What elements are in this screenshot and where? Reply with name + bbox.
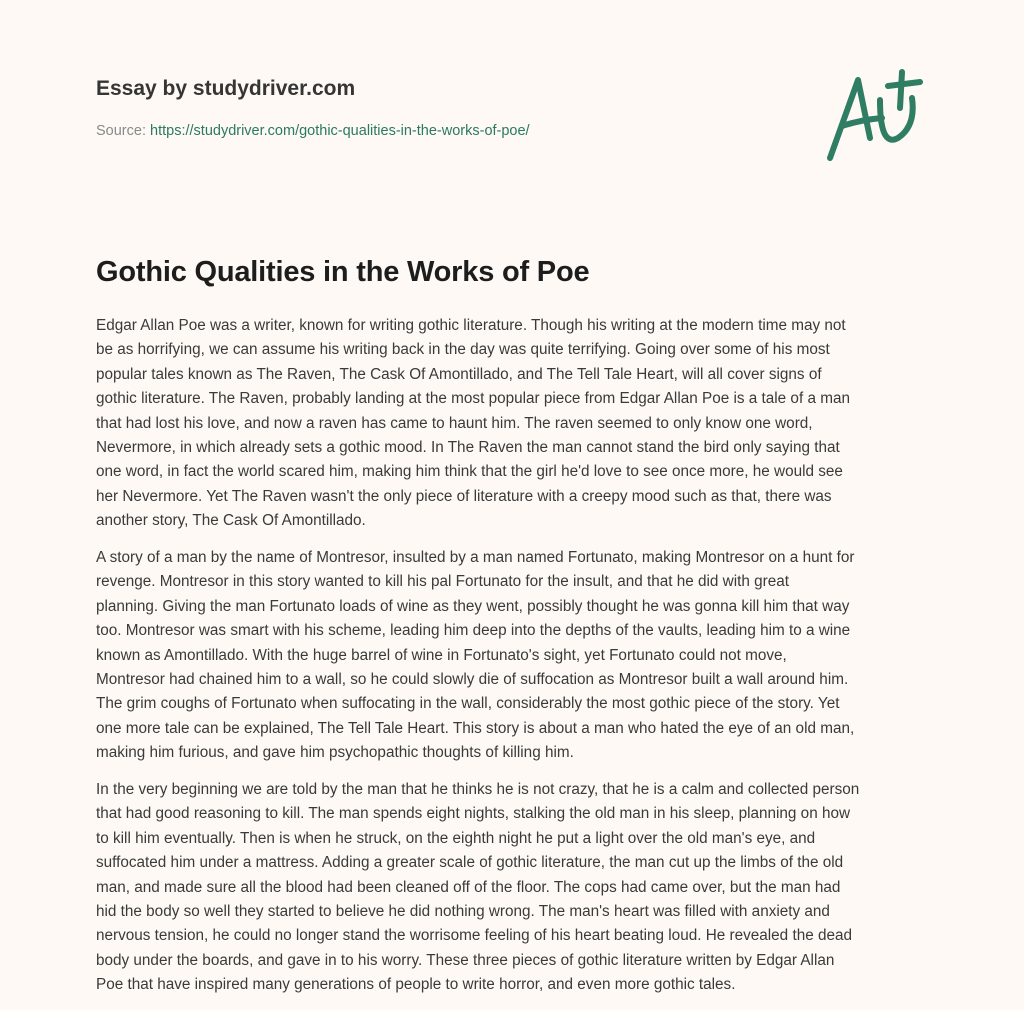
paragraph-line: planning. Giving the man Fortunato loads of wine as they went, possibly thought he was gonna kill him that way [96,597,850,615]
essay-paragraph [96,778,936,998]
paragraph-line: gothic literature. The Raven, probably landing at the most popular piece from Edgar Allan Poe is a tale of a man [96,390,850,408]
source-label: Source: [96,123,146,139]
paragraph-line: Nevermore, in which already sets a gothic mood. In The Raven the man cannot stand the bird only saying that [96,438,840,456]
paragraph-line: one more tale can be explained, The Tell Tale Heart. This story is about a man who hated the eye of an old man, [96,719,855,737]
paragraph-line: revenge. Montresor in this story wanted to kill his pal Fortunato for the insult, and that he did with great [96,573,789,591]
paragraph-line: Poe that have inspired many generations of people to write horror, and even more gothic tales. [96,976,736,994]
paragraph-line: nervous tension, he could no longer stand the worrisome feeling of his heart beating loud. He revealed the dead [96,927,852,945]
essay-title: Gothic Qualities in the Works of Poe [96,256,590,288]
a-plus-logo-icon [820,68,930,168]
source-line [96,123,530,139]
essay-paragraph [96,546,936,766]
essay-body [96,314,936,1010]
source-link[interactable]: https://studydriver.com/gothic-qualities-in-the-works-of-poe/ [150,123,530,139]
paragraph-line: that had lost his love, and now a raven has came to haunt him. The raven seemed to only know one word, [96,414,813,432]
paragraph-line: hid the body so well they started to believe he did nothing wrong. The man's heart was filled with anxiety and [96,902,830,920]
paragraph-line: her Nevermore. Yet The Raven wasn't the only piece of literature with a creepy mood such as that, there was [96,487,832,505]
paragraph-line: be as horrifying, we can assume his writing back in the day was quite terrifying. Going over some of his most [96,341,830,359]
paragraph-line: one word, in fact the world scared him, making him think that the girl he'd love to see once more, he would see [96,463,843,481]
paragraph-line: In the very beginning we are told by the man that he thinks he is not crazy, that he is a calm and collected person [96,781,860,799]
essay-paragraph [96,314,936,534]
paragraph-line: man, and made sure all the blood had been cleaned off of the floor. The cops had came over, but the man had [96,878,841,896]
paragraph-line: making him furious, and gave him psychopathic thoughts of killing him. [96,744,574,762]
paragraph-line: Montresor had chained him to a wall, so he could slowly die of suffocation as Montresor built a wall around him. [96,670,849,688]
paragraph-line: Edgar Allan Poe was a writer, known for writing gothic literature. Though his writing at the modern time may not [96,317,846,334]
paragraph-line: another story, The Cask Of Amontillado. [96,512,366,530]
paragraph-line: to kill him eventually. Then is when he struck, on the eighth night he put a light over the old man's eye, and [96,829,816,847]
paragraph-line: that had good reasoning to kill. The man spends eight nights, stalking the old man in his sleep, planning on how [96,805,851,823]
paragraph-line: too. Montresor was smart with his scheme, leading him deep into the depths of the vaults, leading him to a wine [96,622,851,640]
paragraph-line: popular tales known as The Raven, The Cask Of Amontillado, and The Tell Tale Heart, will all cover signs of [96,365,822,383]
paragraph-line: body under the boards, and gave in to his worry. These three pieces of gothic literature written by Edgar Allan [96,951,835,969]
paragraph-line: A story of a man by the name of Montresor, insulted by a man named Fortunato, making Montresor on a hunt for [96,549,855,567]
paragraph-line: The grim coughs of Fortunato when suffocating in the wall, considerably the most gothic piece of the story. Yet [96,695,840,713]
site-title: Essay by studydriver.com [96,77,356,100]
paragraph-line: suffocated him under a mattress. Adding a greater scale of gothic literature, the man cut up the limbs of the old [96,854,844,872]
paragraph-line: known as Amontillado. With the huge barrel of wine in Fortunato's sight, yet Fortunato could not move, [96,646,787,664]
